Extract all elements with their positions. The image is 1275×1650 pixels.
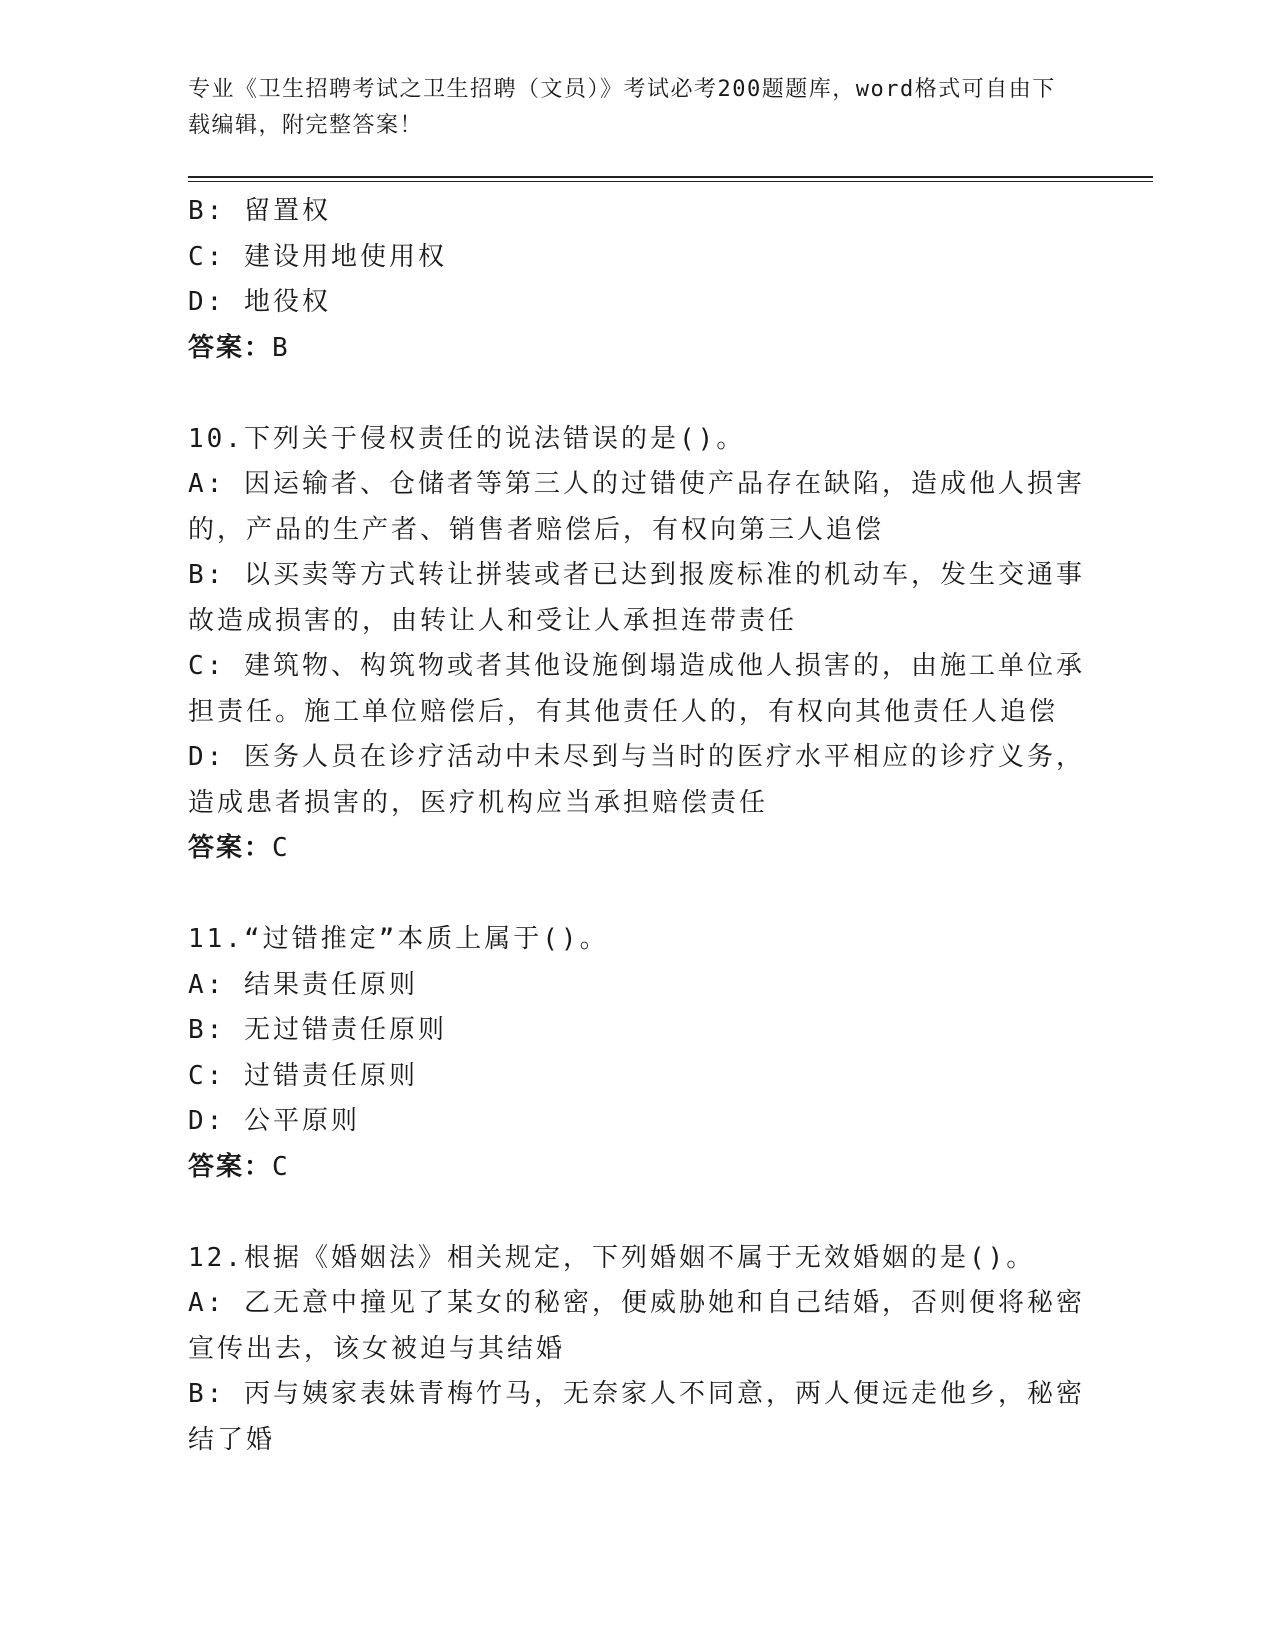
spacer xyxy=(188,872,1088,918)
option-a: A: 乙无意中撞见了某女的秘密，便威胁她和自己结婚，否则便将秘密宣传出去，该女被迫与其结婚 xyxy=(188,1288,1085,1364)
option-a: A: 因运输者、仓储者等第三人的过错使产品存在缺陷，造成他人损害的，产品的生产者、销售者赔偿后，有权向第三人追偿 xyxy=(188,469,1085,545)
header-text: 专业《卫生招聘考试之卫生招聘（文员）》考试必考200题题库，word格式可自由下载编辑，附完整答案！ xyxy=(188,77,1056,138)
option-c: C: 建筑物、构筑物或者其他设施倒塌造成他人损害的，由施工单位承担责任。施工单位赔偿后，有其他责任人的，有权向其他责任人追偿 xyxy=(188,651,1085,727)
question-stem: 10.下列关于侵权责任的说法错误的是()。 xyxy=(188,423,746,454)
option-d: D: 公平原则 xyxy=(188,1106,360,1136)
answer: 答案：C xyxy=(188,1151,290,1182)
answer: 答案：B xyxy=(188,332,290,363)
header-divider-thick xyxy=(188,176,1153,178)
question-stem: 12.根据《婚姻法》相关规定，下列婚姻不属于无效婚姻的是()。 xyxy=(188,1242,1036,1273)
header-divider-thin xyxy=(188,181,1153,182)
question-10 xyxy=(188,417,1088,872)
option-d: D: 地役权 xyxy=(188,287,331,317)
spacer xyxy=(188,1190,1088,1236)
option-c: C: 建设用地使用权 xyxy=(188,241,447,272)
question-11 xyxy=(188,917,1088,1190)
document-header xyxy=(188,72,1068,144)
option-a: A: 结果责任原则 xyxy=(188,969,418,1000)
option-b: B: 无过错责任原则 xyxy=(188,1015,447,1045)
question-12 xyxy=(188,1236,1088,1464)
option-c: C: 过错责任原则 xyxy=(188,1060,418,1091)
option-d: D: 医务人员在诊疗活动中未尽到与当时的医疗水平相应的诊疗义务，造成患者损害的，医疗机构应当承担赔偿责任 xyxy=(188,742,1085,818)
option-b: B: 以买卖等方式转让拼装或者已达到报废标准的机动车，发生交通事故造成损害的，由转让人和受让人承担连带责任 xyxy=(188,560,1085,636)
spacer xyxy=(188,371,1088,417)
option-b: B: 留置权 xyxy=(188,196,331,226)
question-stem: 11.“过错推定”本质上属于()。 xyxy=(188,924,609,954)
question-list xyxy=(188,189,1088,1463)
option-b: B: 丙与姨家表妹青梅竹马，无奈家人不同意，两人便远走他乡，秘密结了婚 xyxy=(188,1379,1085,1455)
question-9 xyxy=(188,189,1088,371)
answer: 答案：C xyxy=(188,833,290,863)
